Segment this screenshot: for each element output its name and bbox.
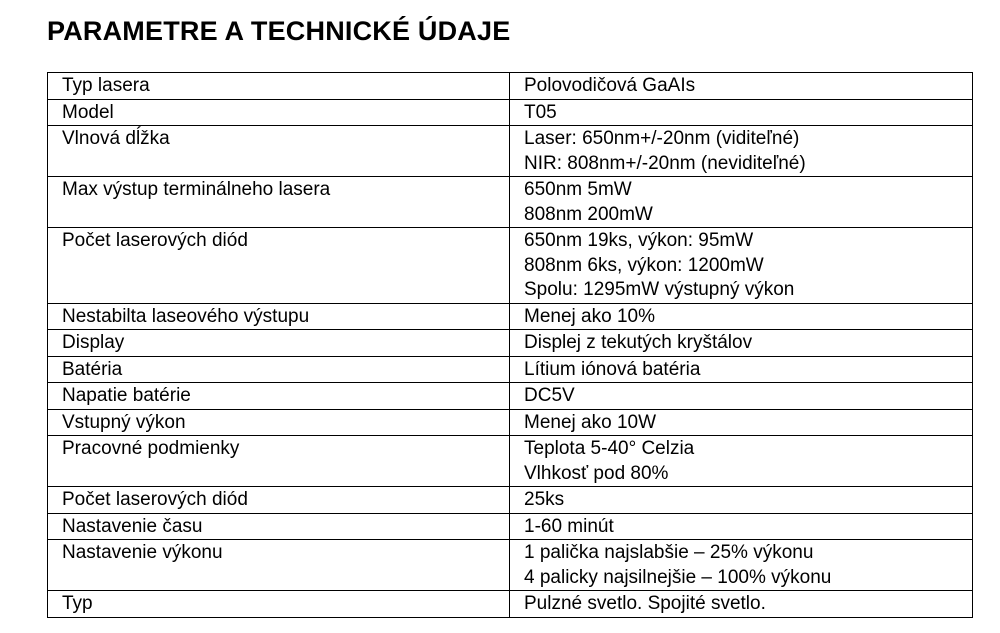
parameter-value: 808nm 6ks, výkon: 1200mW xyxy=(524,254,764,276)
parameter-value-cell xyxy=(510,73,973,100)
parameter-value-cell xyxy=(510,591,973,618)
parameter-label-cell xyxy=(48,228,510,304)
parameter-value: Lítium iónová batéria xyxy=(524,358,701,380)
parameter-label-cell xyxy=(48,356,510,383)
parameter-label-cell xyxy=(48,73,510,100)
parameter-value: Spolu: 1295mW výstupný výkon xyxy=(524,279,795,300)
parameter-value-cell xyxy=(510,409,973,436)
table-row xyxy=(48,330,973,357)
parameter-label: Typ xyxy=(62,593,93,614)
parameter-value-cell xyxy=(510,303,973,330)
table-row xyxy=(48,383,973,410)
table-row xyxy=(48,73,973,100)
document-title: PARAMETRE A TECHNICKÉ ÚDAJE xyxy=(47,16,511,46)
parameter-label-cell xyxy=(48,177,510,228)
parameter-value: Polovodičová GaAIs xyxy=(524,75,696,96)
parameter-label-cell xyxy=(48,540,510,591)
table-row xyxy=(48,356,973,383)
parameter-value: 25ks xyxy=(524,489,565,510)
parameter-value: 808nm 200mW xyxy=(524,203,653,225)
parameter-label: Vlnová dĺžka xyxy=(62,128,170,149)
parameter-value-cell xyxy=(510,126,973,177)
table-row xyxy=(48,177,973,228)
parameter-value: 4 palicky najsilnejšie – 100% výkonu xyxy=(524,566,832,588)
parameter-value-cell xyxy=(510,513,973,540)
parameter-label-cell xyxy=(48,513,510,540)
table-row xyxy=(48,436,973,487)
specifications-table-body xyxy=(48,73,973,618)
table-row xyxy=(48,591,973,618)
parameter-label: Typ lasera xyxy=(62,75,150,96)
table-row xyxy=(48,303,973,330)
parameter-value-cell xyxy=(510,177,973,228)
parameter-value: Vlhkosť pod 80% xyxy=(524,462,669,484)
parameter-label: Napatie batérie xyxy=(62,385,191,406)
parameter-label-cell xyxy=(48,330,510,357)
parameter-label: Vstupný výkon xyxy=(62,411,186,433)
parameter-label: Počet laserových diód xyxy=(62,230,248,251)
parameter-value-cell xyxy=(510,99,973,126)
parameter-label: Nastavenie výkonu xyxy=(62,542,223,563)
parameter-value: T05 xyxy=(524,101,557,123)
parameter-label: Batéria xyxy=(62,358,123,380)
parameter-label-cell xyxy=(48,303,510,330)
parameter-label-cell xyxy=(48,126,510,177)
parameter-label: Display xyxy=(62,332,125,353)
parameter-label-cell xyxy=(48,99,510,126)
parameter-label: Pracovné podmienky xyxy=(62,438,240,459)
parameter-value-cell xyxy=(510,228,973,304)
parameter-value: DC5V xyxy=(524,385,575,406)
parameter-value: NIR: 808nm+/-20nm (neviditeľné) xyxy=(524,152,806,174)
parameter-value-cell xyxy=(510,487,973,514)
parameter-label-cell xyxy=(48,591,510,618)
parameter-label-cell xyxy=(48,436,510,487)
parameter-value: Displej z tekutých kryštálov xyxy=(524,332,753,353)
parameter-label-cell xyxy=(48,487,510,514)
table-row xyxy=(48,409,973,436)
parameter-value-cell xyxy=(510,383,973,410)
parameter-label: Nastavenie času xyxy=(62,515,203,537)
table-row xyxy=(48,513,973,540)
table-row xyxy=(48,487,973,514)
parameter-value: Menej ako 10% xyxy=(524,305,655,327)
specifications-table xyxy=(47,72,973,618)
parameter-label: Model xyxy=(62,101,114,123)
parameter-value-cell xyxy=(510,540,973,591)
parameter-label: Max výstup terminálneho lasera xyxy=(62,179,331,200)
parameter-value: Menej ako 10W xyxy=(524,411,657,433)
parameter-value: 1-60 minút xyxy=(524,515,614,537)
parameter-value: 1 palička najslabšie – 25% výkonu xyxy=(524,542,814,563)
parameter-value-cell xyxy=(510,330,973,357)
parameter-value-cell xyxy=(510,356,973,383)
parameter-value: 650nm 19ks, výkon: 95mW xyxy=(524,230,754,251)
table-row xyxy=(48,126,973,177)
parameter-label-cell xyxy=(48,409,510,436)
parameter-label: Počet laserových diód xyxy=(62,489,248,510)
table-row xyxy=(48,540,973,591)
table-row xyxy=(48,228,973,304)
parameter-value: Teplota 5-40° Celzia xyxy=(524,438,695,459)
parameter-value-cell xyxy=(510,436,973,487)
parameter-label-cell xyxy=(48,383,510,410)
parameter-label: Nestabilta laseového výstupu xyxy=(62,305,310,327)
parameter-value: Pulzné svetlo. Spojité svetlo. xyxy=(524,593,766,614)
parameter-value: 650nm 5mW xyxy=(524,179,632,200)
parameter-value: Laser: 650nm+/-20nm (viditeľné) xyxy=(524,128,800,149)
table-row xyxy=(48,99,973,126)
